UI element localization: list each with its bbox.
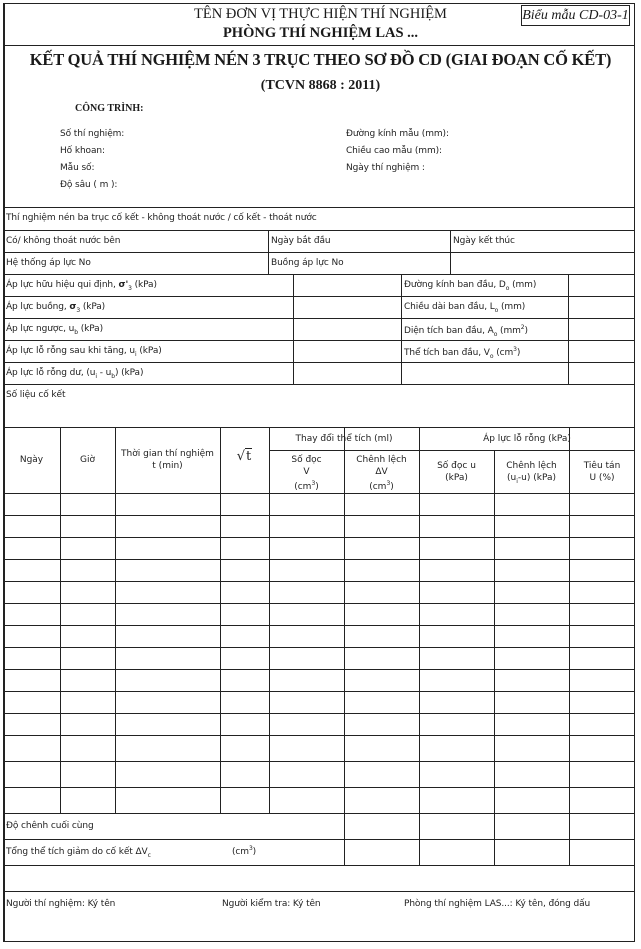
param-text: Áp lực hữu hiệu qui định, [6,280,119,290]
table-row[interactable] [3,761,635,787]
field-sample-number[interactable]: Mẫu số: [60,163,95,173]
col-group-pore-pressure: Áp lực lỗ rỗng (kPa) [483,434,571,444]
table-row[interactable] [3,669,635,691]
table-row[interactable] [3,559,635,581]
param-right-2[interactable]: Diện tích ban đầu, $A_o$ $(mm^2)$ [404,324,528,338]
param-sub: 3 [76,306,81,314]
page-title: KẾT QUẢ THÍ NGHIỆM NÉN 3 TRỤC THEO SƠ ĐỒ CD (GIAI ĐOẠN CỐ KẾT) [29,50,612,69]
unit-sup: 3 [386,480,391,487]
divider [450,230,451,274]
col-header-volume-reading: Số đọc V $(cm^3)$ [269,454,344,493]
table-row[interactable] [3,735,635,761]
signature-checker[interactable]: Người kiểm tra: Ký tên [222,899,321,909]
pore-reading-l1: Số đọc u [437,461,476,471]
start-date-label[interactable]: Ngày bắt đầu [271,236,331,246]
param-text: Áp lực buồng, [6,302,70,312]
field-test-date[interactable]: Ngày thí nghiệm : [346,163,425,173]
side-drain-label[interactable]: Có/ không thoát nước bên [6,236,121,246]
cell-chamber-label[interactable]: Buồng áp lực No [271,258,344,268]
param-symbol: σ [69,302,77,312]
param-unit: (kPa) [136,346,162,356]
param-sub: i [95,372,97,380]
table-row[interactable] [3,691,635,713]
table-row[interactable] [3,625,635,647]
divider [3,318,635,319]
end-date-label[interactable]: Ngày kết thúc [453,236,515,246]
org-name: TÊN ĐƠN VỊ THỰC HIỆN THÍ NGHIỆM [194,6,447,22]
divider [3,384,635,385]
signature-tester[interactable]: Người thí nghiệm: Ký tên [6,899,116,909]
divider [269,450,635,451]
signature-lab[interactable]: Phòng thí nghiệm LAS...: Ký tên, đóng dấu [404,899,591,909]
divider [268,230,269,274]
field-depth[interactable]: Độ sâu ( m ): [60,180,118,190]
divider [401,274,402,384]
table-row[interactable] [3,603,635,625]
divider [3,274,635,275]
project-label: CÔNG TRÌNH: [75,103,144,114]
field-sample-diameter[interactable]: Đường kính mẫu (mm): [346,129,449,139]
field-sample-height[interactable]: Chiều cao mẫu (mm): [346,146,442,156]
sqrt-t-var: t [246,449,252,464]
param-symbol: σ' [118,280,129,290]
divider [293,274,294,384]
sqrt-icon: √t [236,449,252,464]
column-line [220,427,221,813]
final-diff-label: Độ chênh cuối cùng [6,821,94,831]
param-text: Áp lực ngược, u [6,324,75,334]
header-divider [3,45,635,46]
param-text: Áp lực lỗ rỗng dư, (u [6,368,96,378]
divider [3,839,635,840]
total-volume-unit: $(cm^3)$ [232,845,257,857]
param-unit: (kPa) [77,324,104,334]
column-line [115,427,116,813]
column-line [344,450,345,865]
pore-diff-l2a: (u [507,473,517,483]
column-line [60,427,61,813]
divider [3,340,635,341]
divider [3,296,635,297]
col-header-elapsed [115,448,220,472]
col-header-elapsed-l2: t (min) [152,461,183,471]
param-unit: (kPa) [80,302,106,312]
param-left-0[interactable] [6,280,157,292]
table-row-line [3,813,635,814]
param-sub: i [135,350,137,358]
column-line [269,427,270,813]
lab-name: PHÒNG THÍ NGHIỆM LAS ... [222,25,419,41]
unit-sup: 3 [311,480,316,487]
dissipation-l1: Tiêu tán [583,461,621,471]
standard-ref: (TCVN 8868 : 2011) [260,78,381,93]
total-volume-unit-text: (cm [232,847,249,857]
divider [3,427,635,428]
table-row[interactable] [3,787,635,813]
table-row[interactable] [3,581,635,603]
col-header-volume-diff: Chênh lệch ΔV $(cm^3)$ [344,454,419,493]
total-volume-sub: c [147,851,151,859]
total-volume-text: Tổng thể tích giảm do cố kết ΔV [6,847,148,857]
divider [3,207,635,208]
field-borehole[interactable]: Hố khoan: [60,146,105,156]
table-row[interactable] [3,713,635,735]
param-left-1[interactable] [6,302,105,314]
divider [568,274,569,384]
param-right-1[interactable]: Chiều dài ban đầu, $L_o$ (mm) [404,302,526,314]
table-row[interactable] [3,493,635,515]
col-header-date: Ngày [19,455,44,465]
divider [3,865,635,866]
vol-reading-l1: Số đọc [291,455,322,465]
pore-diff-l2b: -u) (kPa) [517,473,556,483]
vol-reading-unit: (cm [294,482,312,492]
param-sub: b [74,328,78,336]
form-code-badge: Biểu mẫu CD-03-1 [521,5,630,26]
test-type: Thí nghiệm nén ba trục cố kết - không thoát nước / cố kết - thoát nước [6,213,317,223]
col-header-dissipation [569,460,635,484]
consolidation-section-label: Số liệu cố kết [6,390,66,400]
col-header-pore-reading [419,460,494,484]
divider [3,362,635,363]
col-header-time: Giờ [80,455,95,465]
table-row[interactable] [3,647,635,669]
divider [3,252,635,253]
vol-diff-unit: (cm [369,482,387,492]
pore-diff-l1: Chênh lệch [506,461,557,471]
pressure-system-label[interactable]: Hệ thống áp lực No [6,258,91,268]
param-right-0[interactable]: Đường kính ban đầu, $D_o$ (mm) [404,280,537,292]
vol-diff-l2: ΔV [375,467,388,477]
col-header-sqrt-t [220,451,269,464]
param-left-2[interactable] [6,324,103,336]
vol-diff-l1: Chênh lệch [356,455,407,465]
col-header-pore-diff: Chênh lệch $(u_i-u)$ (kPa) [494,460,569,488]
param-unit: (kPa) [131,280,157,290]
vol-reading-l2: V [303,467,310,477]
column-line [419,427,420,865]
pore-reading-l2: (kPa) [445,473,468,483]
param-sub: 3 [128,284,132,292]
table-row[interactable] [3,515,635,537]
column-line [494,450,495,865]
total-volume-label [6,847,151,859]
column-line [569,427,570,865]
dissipation-l2: U (%) [589,473,615,483]
col-group-volume: Thay đổi thể tích (ml) [295,434,393,444]
param-right-3[interactable]: Thể tích ban đầu, $V_o$ $(cm^3)$ [404,346,521,360]
unit-sup: 3 [248,845,253,852]
col-header-elapsed-l1: Thời gian thí nghiệm [121,449,214,459]
param-left-4[interactable]: Áp lực lỗ rỗng dư, $(u_i - u_b)$ (kPa) [6,368,144,380]
divider [3,230,635,231]
field-test-number[interactable]: Số thí nghiệm: [60,129,125,139]
param-text: Áp lực lỗ rỗng sau khi tăng, u [6,346,136,356]
divider [3,891,635,892]
param-left-3[interactable] [6,346,162,358]
table-row[interactable] [3,537,635,559]
